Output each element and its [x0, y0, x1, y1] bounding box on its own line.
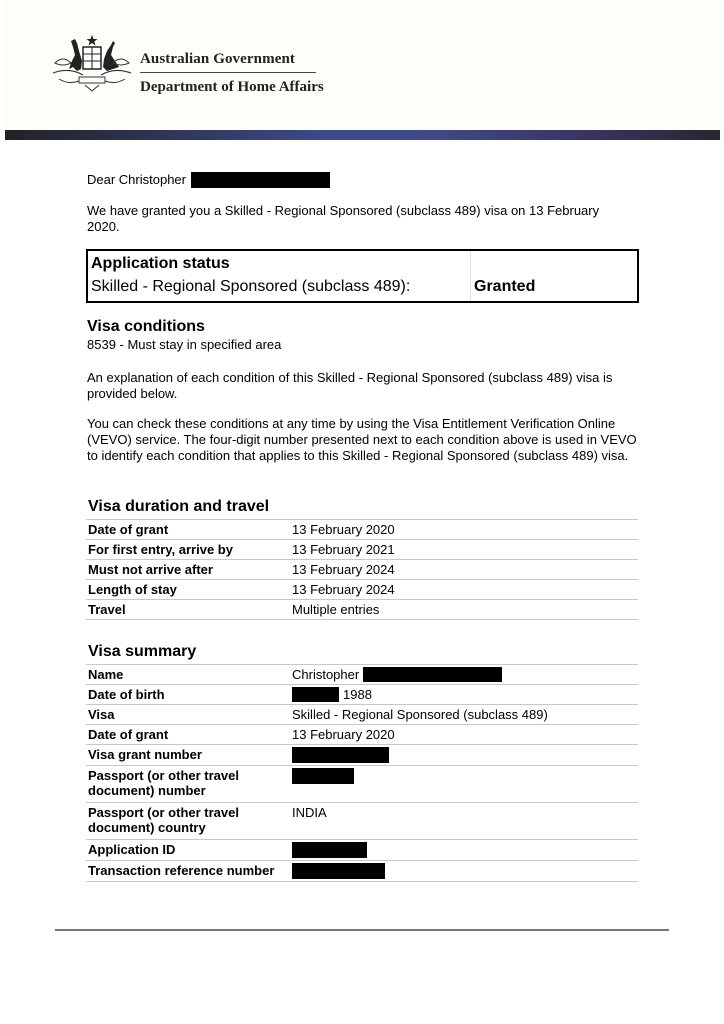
row-label: Visa grant number — [86, 745, 290, 766]
application-status-value: Granted — [474, 278, 536, 295]
redacted-birth-day-month — [292, 687, 339, 702]
redacted-application-id — [292, 842, 367, 858]
table-row — [86, 560, 638, 580]
redacted-surname — [191, 172, 330, 188]
government-name: Australian Government — [140, 51, 296, 67]
row-label: Date of grant — [86, 520, 290, 540]
redacted-grant-number — [292, 747, 389, 763]
table-row — [86, 520, 638, 540]
row-value — [290, 685, 638, 705]
row-value: 13 February 2024 — [290, 560, 638, 580]
row-label: Visa — [86, 705, 290, 725]
row-value — [290, 861, 638, 882]
row-value: 13 February 2021 — [290, 540, 638, 560]
row-label: Application ID — [86, 840, 290, 861]
visa-duration-table — [86, 519, 638, 620]
table-row — [86, 725, 638, 745]
row-label: Date of grant — [86, 725, 290, 745]
row-label: Passport (or other travel document) country — [86, 803, 290, 840]
row-value — [290, 840, 638, 861]
table-row — [86, 766, 638, 803]
row-value — [290, 665, 638, 685]
letterhead — [5, 0, 720, 130]
application-status-label: Skilled - Regional Sponsored (subclass 489): — [91, 278, 411, 295]
department-name: Department of Home Affairs — [140, 79, 324, 95]
visa-condition-item: 8539 - Must stay in specified area — [87, 337, 282, 352]
row-label: For first entry, arrive by — [86, 540, 290, 560]
row-value: 13 February 2020 — [290, 520, 638, 540]
table-row — [86, 840, 638, 861]
footer-rule — [55, 929, 669, 931]
coat-of-arms-icon — [49, 33, 135, 97]
vevo-paragraph: You can check these conditions at any time by using the Visa Entitlement Verification Online (VEVO) service. The four-digit number presented next to each condition above is used in VEVO to identify each condition that applies to this Skilled - Regional Sponsored (subclass 489) visa. — [87, 416, 637, 463]
application-status-title: Application status — [91, 255, 230, 272]
row-value — [290, 766, 638, 803]
name-value: Christopher — [292, 667, 360, 682]
application-status-box — [86, 249, 639, 303]
table-row — [86, 745, 638, 766]
visa-duration-title: Visa duration and travel — [88, 498, 270, 515]
row-value: INDIA — [290, 803, 638, 840]
row-value: 13 February 2020 — [290, 725, 638, 745]
intro-paragraph: We have granted you a Skilled - Regional Sponsored (subclass 489) visa on 13 February 2020. — [87, 203, 600, 234]
table-row — [86, 705, 638, 725]
row-label: Length of stay — [86, 580, 290, 600]
visa-summary-title: Visa summary — [88, 643, 197, 660]
salutation — [87, 172, 330, 188]
row-label: Name — [86, 665, 290, 685]
redacted-surname — [363, 667, 502, 682]
row-label: Date of birth — [86, 685, 290, 705]
redacted-passport-number — [292, 768, 354, 784]
row-value — [290, 745, 638, 766]
row-label: Transaction reference number — [86, 861, 290, 882]
conditions-explanation: An explanation of each condition of this Skilled - Regional Sponsored (subclass 489) visa is provided below. — [87, 370, 613, 401]
row-label: Travel — [86, 600, 290, 620]
table-row — [86, 540, 638, 560]
birth-year-value: 1988 — [343, 687, 372, 702]
status-divider — [470, 251, 471, 301]
table-row — [86, 803, 638, 840]
row-value: Skilled - Regional Sponsored (subclass 489) — [290, 705, 638, 725]
row-label: Passport (or other travel document) number — [86, 766, 290, 803]
letterhead-rule — [140, 72, 316, 73]
visa-summary-table — [86, 664, 638, 882]
table-row — [86, 580, 638, 600]
row-value: Multiple entries — [290, 600, 638, 620]
redacted-transaction-reference — [292, 863, 385, 879]
header-gradient-bar — [5, 130, 720, 140]
visa-conditions-title: Visa conditions — [87, 318, 205, 335]
row-label: Must not arrive after — [86, 560, 290, 580]
table-row — [86, 665, 638, 685]
row-value: 13 February 2024 — [290, 580, 638, 600]
salutation-text: Dear Christopher — [87, 172, 186, 187]
table-row — [86, 861, 638, 882]
table-row — [86, 600, 638, 620]
table-row — [86, 685, 638, 705]
